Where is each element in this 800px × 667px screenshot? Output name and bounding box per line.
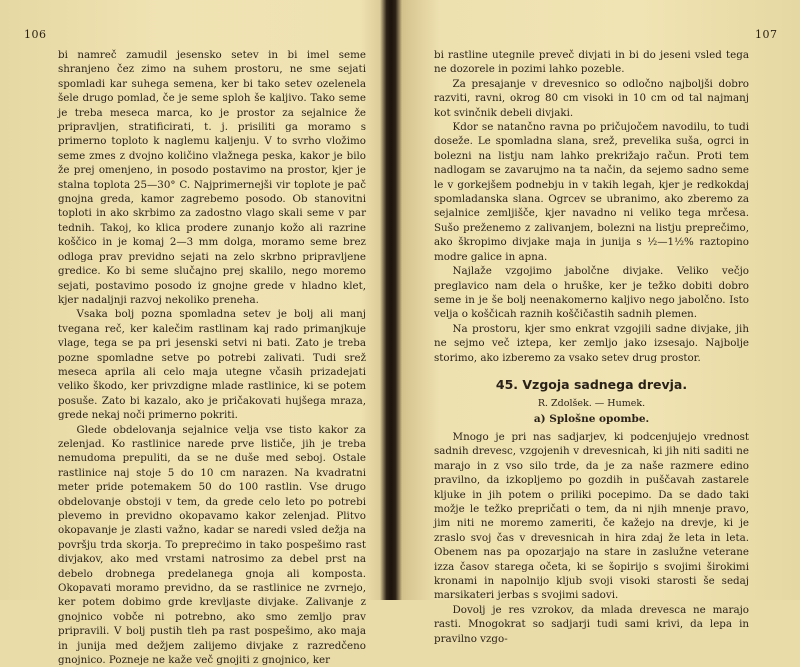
left-page [0,0,390,667]
paragraph: Za presajanje v drevesnico so odločno najboljši dobro razviti, ravni, okrog 80 cm visoki in 10 cm od tal najmanj kot svinčnik debeli divjaki. [434,77,749,119]
left-page-text [58,48,366,667]
paragraph: bi namreč zamudil jesensko setev in bi imel seme shranjeno čez zimo na suhem prostoru, ne sme sejati spomladi kar suhega semena, ker bi tako setev ozelenela šele drugo pomlad, če je seme sploh še kaljivo. Tako seme je treba meseca marca, ko je prostor za sejalnice že pripravljen, stratificirati, t. j. prisiliti ga moramo s primerno toploto k naglemu kaljenju. V to svrho vložimo seme zmes z dvojno količino vlažnega peska, kakor je bilo že prej omenjeno, in posodo postavimo na prostor, kjer je stalna toplota 25—30° C. Najprimernejši vir toplote je pač gnojna greda, kamor zagrebemo posodo. Ob stanovitni toploti in ako skrbimo za zadostno vlago skali seme v par tednih. Takoj, ko klica prodere zunanjo kožo ali razrine koščico in je komaj 2—3 mm dolga, moramo seme brez odloga prav previdno sejati na zelo skrbno pripravljene gredice. Ko bi seme slučajno prej skalilo, nego moremo sejati, postavimo posodo iz gnojne grede v hladno klet, kjer nadaljnji razvoj nekoliko preneha. [58,49,366,306]
section-title: 45. Vzgoja sadnega drevja. [495,376,688,392]
paragraph: Kdor se natančno ravna po pričujočem navodilu, to tudi doseže. Le spomladna slana, srež, prevelika suša, ogrci in bolezni na listju nam lahko prekrižajo račun. Proti tem nadlogam se zavarujmo na ta način, da sejemo sadno seme le v gorkejšem podnebju in v takih legah, kjer je redkokdaj spomladanska slana. Ogrcev se ubranimo, ako zberemo za sejalnice zemljišče, kjer navadno ni veliko tega mrčesa. Sušo preženemo z zalivanjem, bolezni na listju preprečimo, ako škropimo divjake maja in junija s ½—1½% raztopino modre galice in apna. [434,121,749,263]
page-number: 107 [755,28,778,41]
page-number: 106 [24,28,47,41]
right-page [400,0,800,645]
subsection-title: a) Splošne opombe. [533,412,650,425]
paragraph: Na prostoru, kjer smo enkrat vzgojili sadne divjake, jih ne sejmo več iztepa, ker zemljo jako izsesajo. Najbolje storimo, ako izberemo za vsako setev drug prostor. [434,322,749,364]
paragraph: Glede obdelovanja sejalnice velja vse tisto kakor za zelenjad. Ko rastlinice narede prve lističe, jih je treba nemudoma prepuliti, da se ne duše med seboj. Ostale rastlinice naj stoje 5 do 10 cm narazen. Na kvadratni meter pride potemakem 50 do 100 rastlin. Vse drugo obdelovanje obstoji v tem, da grede celo leto po potrebi plevemo in previdno okopavamo kakor zelenjad. Plitvo okopavanje je zlasti važno, kadar se naredi vsled dežja na površju trda skorja. To prepreċimo in tako pospešimo rast divjakov, ako med vrstami natrosimo za debel prst na debelo drobnega predelanega gnoja ali komposta. Okopavati moramo previdno, da se rastlinice ne zvrnejo, ker potem dobimo grde krevljaste divjake. Zalivanje z gnojnico vobče ni potrebno, ako smo zemljo prav pripravili. V bolj pustih tleh pa rast pospešimo, ako maja in junija med dežjem zalijemo divjake z razredčeno gnojnico. Pozneje ne kaže več gnojiti z gnojnico, ker [58,423,366,667]
section-author: R. Zdolšek. — Humek. [537,397,646,409]
paragraph: bi rastline utegnile preveč divjati in bi do jeseni vsled tega ne dozorele in pozimi lahko pozeble. [434,49,749,76]
paragraph: Dovolj je res vzrokov, da mlada drevesca ne marajo rasti. Mnogokrat so sadjarji tudi sami krivi, da lepa in pravilno vzgo- [434,603,749,645]
paragraph: Najlaže vzgojimo jabolčne divjake. Veliko večjo preglavico nam dela o hruške, ker je težko dobiti dobro seme in je še bolj neenakomerno kaljivo nego jabolčno. Isto velja o koščicah raznih koščičastih sadnih plemen. [434,265,749,321]
paragraph: Vsaka bolj pozna spomladna setev je bolj ali manj tvegana reč, ker kalečim rastlinam kaj rado primanjkuje vlage, tega se pa pri jesenski setvi ni bati. Zato je treba pozne spomladne setve po potrebi zalivati. Tudi srež meseca aprila ali celo maja utegne včasih prizadejati veliko škodo, ker privzdigne mlade rastlinice, ki se potem posuše. Zato bi kazalo, ako je pričakovati hujšega mraza, grede nekaj noči primerno pokriti. [58,308,366,422]
book-gutter [380,0,402,600]
right-page-text [434,48,749,646]
paragraph: Mnogo je pri nas sadjarjev, ki podcenjujejo vrednost sadnih drevesc, vzgojenih v drevesnicah, ki jih niti saditi ne marajo in z vso silo trde, da je za naše razmere edino pravilno, da izkopljemo po gozdih in puščavah zastarele kljuke in jih potem o priliki pocepimo. Da se dado taki možje le težko prepričati o tem, da ni njih mnenje pravo, jim niti ne moremo zameriti, če kažejo na drevje, ki je zraslo svoj čas v drevesnicah in hira zdaj že leta in leta. Obenem nas pa opozarjajo na stare in zaslužne veterane izza časov starega očeta, ki se šopirijo s svojimi širokimi kronami in napolnijo kljub svoji visoki starosti še sedaj marsikateri jerbas s svojimi sadovi. [434,430,749,602]
